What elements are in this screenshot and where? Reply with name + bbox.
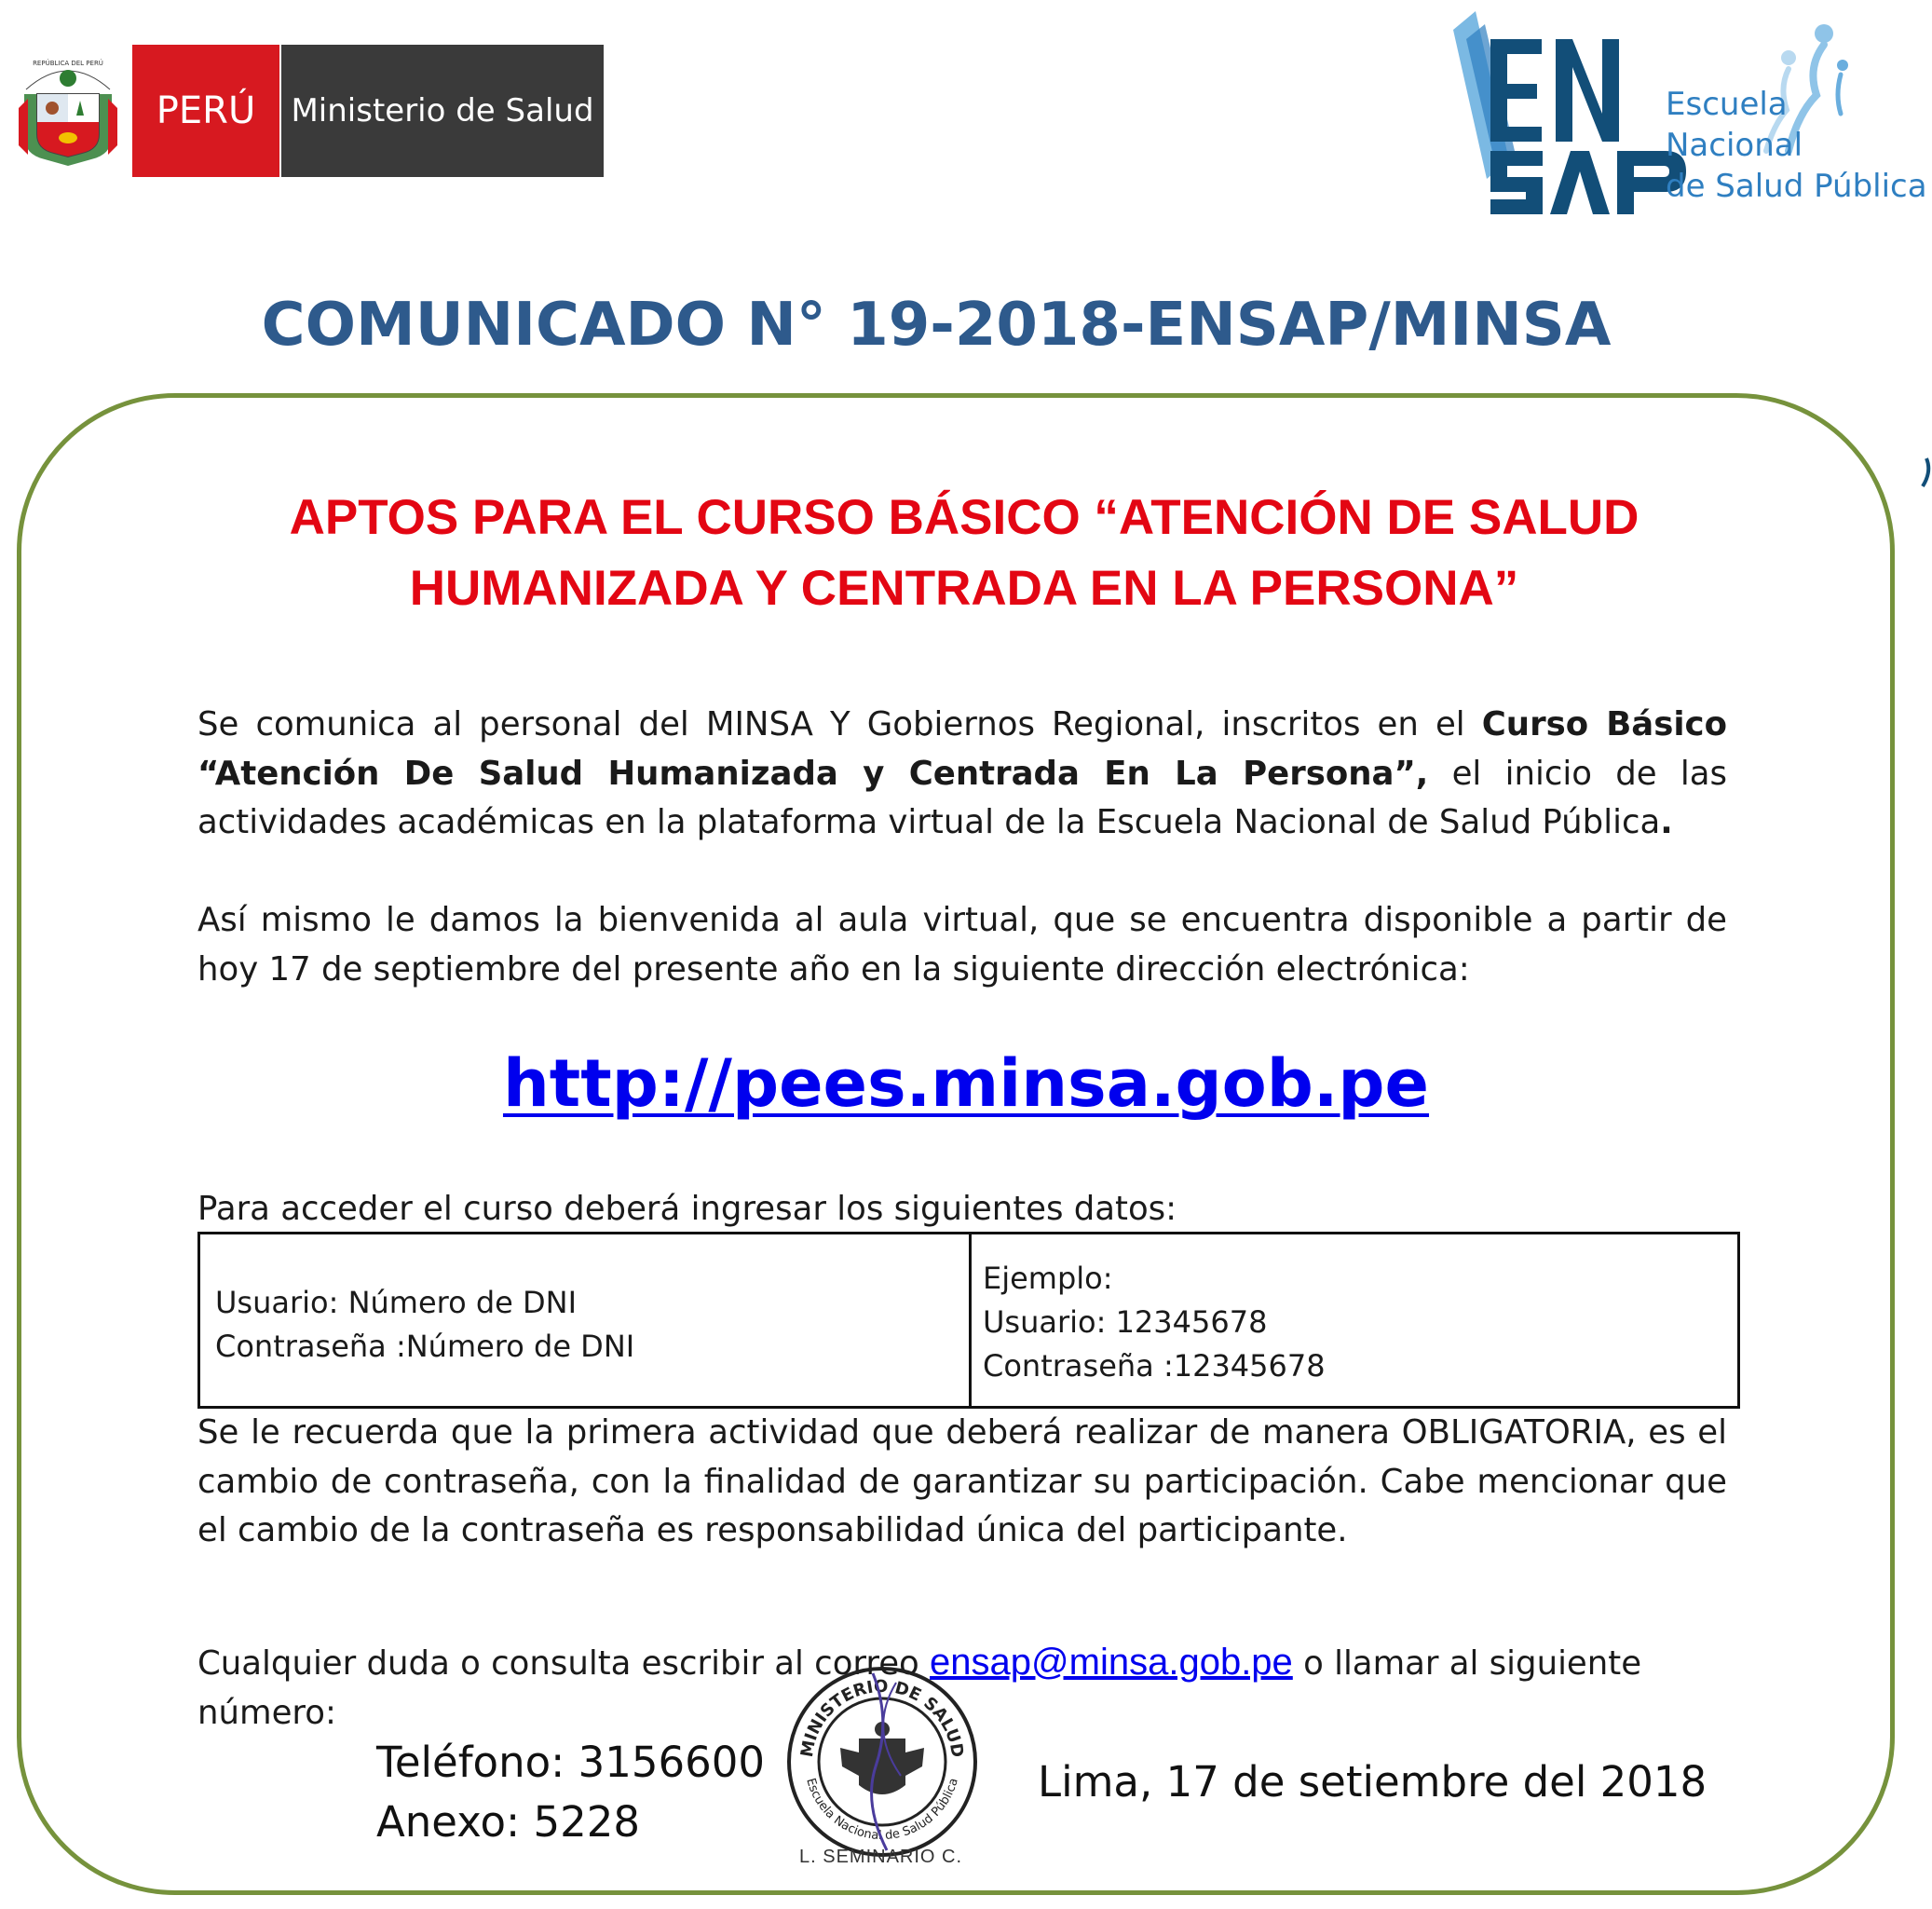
password-format: Contraseña :Número de DNI	[215, 1329, 635, 1364]
ensap-name	[1666, 84, 1932, 207]
example-password: Contraseña :12345678	[983, 1348, 1326, 1384]
credentials-table	[197, 1232, 1740, 1409]
announcement-text-1: Se comunica al personal del MINSA Y Gobiernos Regional, inscritos en el	[197, 705, 1482, 743]
announcement-text-2: el inicio de las actividades académicas en la plataforma virtual de la Escuela Nacional de Salud Pública	[197, 754, 1728, 841]
course-heading-line1: APTOS PARA EL CURSO BÁSICO “ATENCIÓN DE SALUD	[289, 490, 1639, 545]
ensap-logo-icon	[1453, 11, 1695, 214]
platform-link[interactable]: http://pees.minsa.gob.pe	[502, 1045, 1430, 1122]
phone-number: Teléfono: 3156600	[376, 1738, 766, 1787]
svg-text:MINISTERIO DE SALUD: MINISTERIO DE SALUD	[796, 1676, 968, 1759]
issue-date: Lima, 17 de setiembre del 2018	[1038, 1757, 1708, 1807]
edge-mark-icon	[1913, 455, 1932, 492]
platform-url	[0, 1045, 1932, 1122]
svg-text:Escuela Nacional de Salud Públ: Escuela Nacional de Salud Pública	[803, 1776, 961, 1844]
phone-block	[376, 1733, 765, 1852]
contact-text-after: o llamar al siguiente	[1292, 1644, 1642, 1683]
example-label: Ejemplo:	[983, 1261, 1113, 1296]
svg-text:REPÚBLICA DEL PERÚ: REPÚBLICA DEL PERÚ	[33, 60, 103, 67]
course-heading-line2: HUMANIZADA Y CENTRADA EN LA PERSONA”	[409, 561, 1519, 616]
contact-text: Cualquier duda o consulta escribir al correo	[197, 1644, 931, 1683]
announcement-paragraph	[197, 701, 1727, 848]
official-seal-icon	[784, 1664, 980, 1860]
phone-extension: Anexo: 5228	[376, 1797, 640, 1847]
credentials-format-cell	[200, 1234, 972, 1406]
course-heading	[186, 483, 1742, 624]
contact-text-line2: número:	[197, 1693, 336, 1732]
peru-label: PERÚ	[132, 45, 279, 177]
welcome-paragraph: Así mismo le damos la bienvenida al aula virtual, que se encuentra disponible a partir de hoy 17 de septiembre del presente año en la siguiente dirección electrónica:	[197, 901, 1727, 989]
password-reminder-paragraph: Se le recuerda que la primera actividad que deberá realizar de manera OBLIGATORIA, es el cambio de contraseña, con la finalidad de garantizar su participación. Cabe mencionar que el cambio de la contraseña es responsabilidad única del participante.	[197, 1413, 1727, 1549]
access-intro: Para acceder el curso deberá ingresar los siguientes datos:	[197, 1190, 1177, 1228]
course-name-bold: Curso Básico “Atención De Salud Humanizada y Centrada En La Persona”,	[197, 705, 1727, 793]
username-format: Usuario: Número de DNI	[215, 1285, 578, 1320]
announcement-period: .	[1660, 803, 1673, 841]
peru-coat-of-arms-icon	[17, 52, 119, 171]
contact-email-link[interactable]: ensap@minsa.gob.pe	[930, 1642, 1293, 1683]
ensap-name-line2: de Salud Pública	[1666, 168, 1927, 205]
credentials-example-cell	[972, 1234, 1737, 1406]
example-username: Usuario: 12345678	[983, 1304, 1268, 1340]
ministry-label: Ministerio de Salud	[281, 45, 604, 177]
signature-name: L. SEMINARIO C.	[799, 1847, 963, 1867]
page-title: COMUNICADO N° 19-2018-ENSAP/MINSA	[261, 291, 1612, 360]
ensap-name-line1: Escuela Nacional	[1666, 86, 1803, 164]
